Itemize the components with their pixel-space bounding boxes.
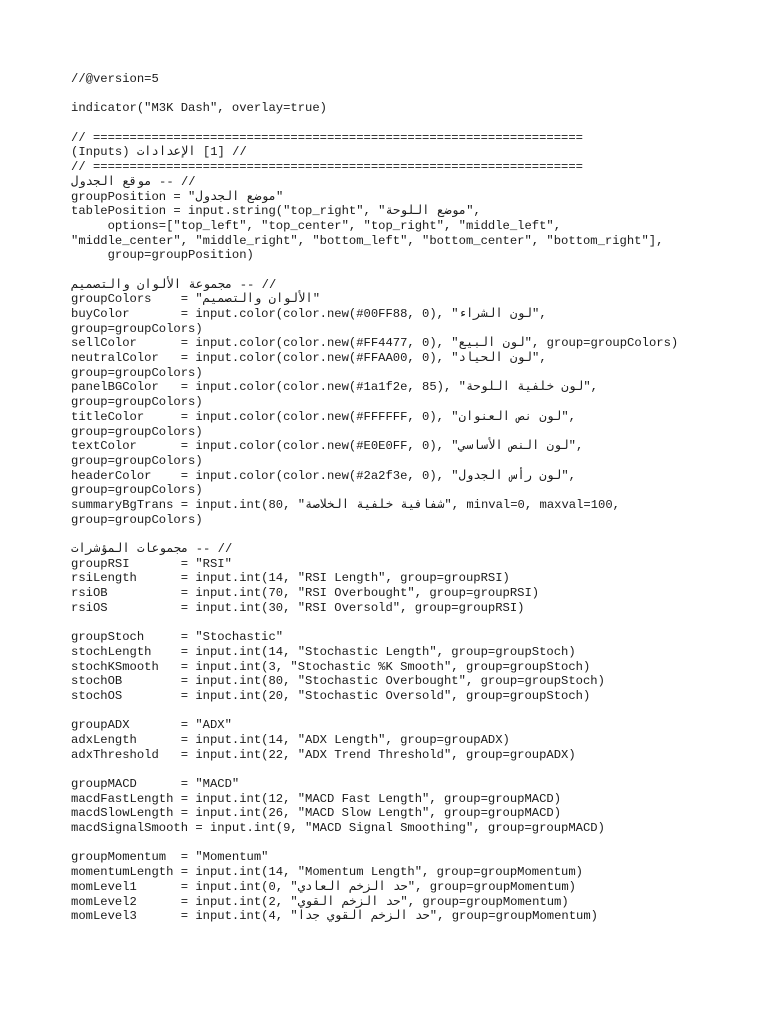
code-line: macdFastLength = input.int(12, "MACD Fast Length", group=groupMACD) bbox=[71, 791, 562, 806]
code-line: group=groupColors) bbox=[71, 424, 203, 439]
blank-line bbox=[71, 762, 751, 777]
code-line: stochLength = input.int(14, "Stochastic Length", group=groupStoch) bbox=[71, 644, 576, 659]
code-line: macdSlowLength = input.int(26, "MACD Slow Length", group=groupMACD) bbox=[71, 806, 562, 821]
code-line: groupColors = "الألوان والتصميم" bbox=[71, 292, 321, 307]
code-line: "middle_center", "middle_right", "bottom_left", "bottom_center", "bottom_right"], bbox=[71, 233, 664, 248]
code-line: momentumLength = input.int(14, "Momentum Length", group=groupMomentum) bbox=[71, 865, 583, 880]
code-line: stochOS = input.int(20, "Stochastic Oversold", group=groupStoch) bbox=[71, 688, 591, 703]
code-line: momLevel1 = input.int(0, "حد الزخم العادي", group=groupMomentum) bbox=[71, 879, 576, 894]
code-line: groupMomentum = "Momentum" bbox=[71, 850, 269, 865]
code-line: //@version=5 bbox=[71, 72, 159, 86]
code-line: momLevel2 = input.int(2, "حد الزخم القوي", group=groupMomentum) bbox=[71, 894, 569, 909]
code-line: adxThreshold = input.int(22, "ADX Trend Threshold", group=groupADX) bbox=[71, 747, 576, 762]
code-line: panelBGColor = input.color(color.new(#1a1f2e, 85), "لون خلفية اللوحة", bbox=[71, 380, 598, 395]
code-line: // -- موقع الجدول bbox=[71, 174, 196, 189]
code-lines bbox=[71, 72, 751, 924]
blank-line bbox=[71, 527, 751, 542]
code-line: options=["top_left", "top_center", "top_right", "middle_left", bbox=[71, 218, 562, 233]
blank-line bbox=[71, 615, 751, 630]
code-line: rsiLength = input.int(14, "RSI Length", group=groupRSI) bbox=[71, 571, 510, 586]
code-line: rsiOB = input.int(70, "RSI Overbought", group=groupRSI) bbox=[71, 586, 540, 601]
code-line: // =================================================================== bbox=[71, 130, 583, 145]
code-line: titleColor = input.color(color.new(#FFFFFF, 0), "لون نص العنوان", bbox=[71, 409, 576, 424]
code-line: buyColor = input.color(color.new(#00FF88, 0), "لون الشراء", bbox=[71, 307, 547, 321]
code-line: group=groupColors) bbox=[71, 395, 203, 410]
code-line: rsiOS = input.int(30, "RSI Oversold", group=groupRSI) bbox=[71, 600, 525, 615]
code-line: group=groupColors) bbox=[71, 512, 203, 527]
code-line: sellColor = input.color(color.new(#FF4477, 0), "لون البيع", group=groupColors) bbox=[71, 336, 679, 351]
code-line: groupRSI = "RSI" bbox=[71, 556, 232, 571]
code-line: group=groupColors) bbox=[71, 365, 203, 380]
code-line: textColor = input.color(color.new(#E0E0FF, 0), "لون النص الأساسي", bbox=[71, 439, 584, 454]
code-line: // [1] الإعدادات (Inputs) bbox=[71, 145, 247, 160]
code-line: group=groupColors) bbox=[71, 321, 203, 336]
blank-line bbox=[71, 704, 751, 719]
code-line: groupPosition = "موضع الجدول" bbox=[71, 189, 284, 204]
code-line: group=groupPosition) bbox=[71, 248, 254, 263]
code-line: groupMACD = "MACD" bbox=[71, 777, 240, 791]
blank-line bbox=[71, 87, 751, 102]
code-line: group=groupColors) bbox=[71, 483, 203, 498]
code-line: // =================================================================== bbox=[71, 160, 583, 175]
code-line: headerColor = input.color(color.new(#2a2f3e, 0), "لون رأس الجدول", bbox=[71, 468, 576, 483]
code-line: groupStoch = "Stochastic" bbox=[71, 630, 284, 645]
code-line: momLevel3 = input.int(4, "حد الزخم القوي جدا", group=groupMomentum) bbox=[71, 909, 598, 924]
code-line: neutralColor = input.color(color.new(#FFAA00, 0), "لون الحياد", bbox=[71, 351, 547, 366]
code-line: groupADX = "ADX" bbox=[71, 718, 232, 733]
code-line: summaryBgTrans = input.int(80, "شفافية خلفية الخلاصة", minval=0, maxval=100, bbox=[71, 497, 620, 512]
code-line: tablePosition = input.string("top_right", "موضع اللوحة", bbox=[71, 204, 481, 219]
blank-line bbox=[71, 263, 751, 278]
code-line: // -- مجموعات المؤشرات bbox=[71, 542, 233, 556]
code-line: group=groupColors) bbox=[71, 453, 203, 468]
code-line: indicator("M3K Dash", overlay=true) bbox=[71, 101, 327, 116]
code-line: stochKSmooth = input.int(3, "Stochastic %K Smooth", group=groupStoch) bbox=[71, 659, 591, 674]
code-line: // -- مجموعة الألوان والتصميم bbox=[71, 277, 277, 292]
code-line: adxLength = input.int(14, "ADX Length", group=groupADX) bbox=[71, 732, 510, 747]
code-document bbox=[71, 72, 751, 924]
code-line: stochOB = input.int(80, "Stochastic Overbought", group=groupStoch) bbox=[71, 674, 605, 689]
blank-line bbox=[71, 836, 751, 851]
blank-line bbox=[71, 116, 751, 131]
code-line: macdSignalSmooth = input.int(9, "MACD Signal Smoothing", group=groupMACD) bbox=[71, 821, 605, 836]
